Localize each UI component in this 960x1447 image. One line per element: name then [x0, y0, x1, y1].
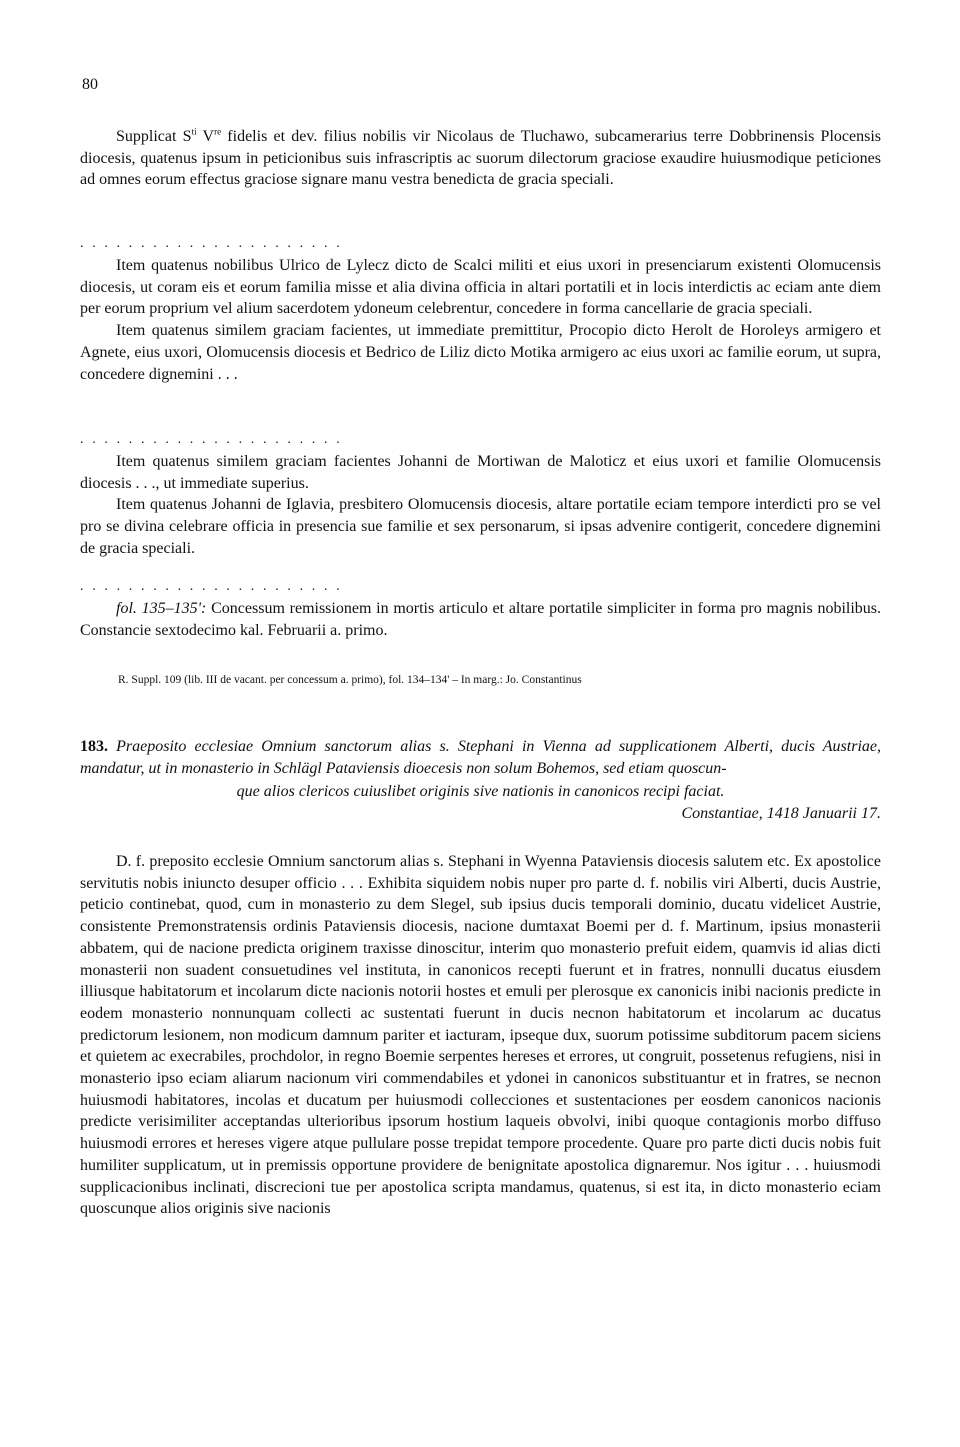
- items-group-2: [80, 451, 881, 560]
- folio-note: [80, 598, 881, 641]
- folio-text: Concessum remissionem in mortis articulo et altare portatile simpliciter in forma pro magnis nobilibus. Constancie sextodecimo kal. Februarii a. primo.: [80, 600, 882, 639]
- ellipsis-line: . . . . . . . . . . . . . . . . . . . . . .: [80, 432, 343, 447]
- entry-heading: [80, 736, 881, 825]
- item-paragraph: Item quatenus similem graciam facientes, ut immediate premittitur, Procopio dicto Herolt de Horoleys armigero et Agnete, eius uxori, Olomucensis diocesis et Bedrico de Liliz dicto Motika armigero ac eius uxori ac familie eorum, ut supra, concedere dignemini . . .: [80, 322, 881, 383]
- supplication-mid: V: [196, 128, 215, 145]
- supplication-paragraph: [80, 126, 881, 191]
- entry-number: 183.: [80, 738, 108, 755]
- item-paragraph: Item quatenus nobilibus Ulrico de Lylecz dicto de Scalci militi et eius uxori in presenciarum existenti Olomucensis diocesis, ut coram eis et eorum familia misse et alia divina officia in altari portatili et in locis interdictis ac eciam ante diem per eorum proprium vel alium sacerdotem ydoneum celebrentur, concedere in forma cancellarie de gracia speciali.: [80, 257, 881, 318]
- entry-body-paragraph: D. f. preposito ecclesie Omnium sanctorum alias s. Stephani in Wyenna Pataviensis diocesis salutem etc. Ex apostolice servitutis nobis iniuncto desuper officio . . . Exhibita siquidem nobis nuper pro parte d. f. nobilis viri Alberti, ducis Austrie, peticio continebat, quod, cum in monasterio zu dem Slegel, sub ipsius ducis temporali dominio, ducatu videlicet Austrie, consistente Premonstratensis ordinis Pataviensis diocesis, nacione dumtaxat Boemi per d. f. Martinum, ipsius monasterii abbatem, qui de nacione predicta originem traxisse dinoscitur, interim quo monasterio prefuit eidem, quamvis id alias dicti monasterii non suadent consuetudines vel instituta, in canonicos recepti fuerunt et in fratres, nonnulli ducatus eiusdem illiusque habitatorum et incolarum dicte nacionis notorii hostes et emuli per plerosque ex canonicis inibi nacionis predicte in eodem monasterio nonnunquam collecti ac sustentati fuerunt in ducis necnon habitatorum et incolarum ac ducatus predictorum lesionem, non modicum damnum pariter et iacturam, ipseque dux, suorum potissime subditorum pacem siciens et quietem ac execrabiles, prochdolor, in regno Boemie serpentes hereses et errores, ut congruit, possetenus refugiens, nisi in monasterio ipso eciam aliarum nacionum viri commendabiles et ydonei in canonicos substituantur et in fratres, se necnon huiusmodi habitatores, incolas et ducatum per huiusmodi collecciones et sustentaciones per eosdem canonicos nacionis predicte verisimiliter acceptandas ulterioribus ipsorum hostium laqueis obvolvi, inibi quoque contagionis morbo diffuso huiusmodi errores et hereses vigere atque pullulare posse trepidat tempore procedente. Quare pro parte dicti ducis nobis fuit humiliter supplicatum, ut in premissis opportune providere de benignitate apostolica dignaremur. Nos igitur . . . huiusmodi supplicacionibus inclinati, discrecioni tue per apostolica scripta mandamus, quatenus, si est ita, in dicto monasterio eciam quoscunque alios originis sive nacionis: [80, 853, 881, 1218]
- source-footnote: R. Suppl. 109 (lib. III de vacant. per concessum a. primo), fol. 134–134' – In marg.: Jo. Constantinus: [118, 674, 582, 686]
- entry-place-date: Constantiae, 1418 Januarii 17.: [681, 804, 881, 822]
- ellipsis-line: . . . . . . . . . . . . . . . . . . . . . .: [80, 236, 343, 251]
- superscript-re: re: [214, 126, 222, 137]
- folio-paragraph: [80, 598, 881, 641]
- entry-heading-last: que alios clericos cuiuslibet originis sive nationis in canonicos recipi faciat.: [236, 782, 725, 800]
- item-paragraph: Item quatenus similem graciam facientes Johanni de Mortiwan de Maloticz et eius uxori et familie Olomucensis diocesis . . ., ut immediate superius.: [80, 453, 881, 492]
- items-group-1: [80, 255, 881, 385]
- item-paragraph: Item quatenus Johanni de Iglavia, presbitero Olomucensis diocesis, altare portatile eciam tempore interdicti pro se vel pro se divina celebrare officia in presencia sue familie et sex personarum, si ipsas advenire contigerit, concedere dignemini de gracia speciali.: [80, 496, 881, 557]
- supplication-lead: Supplicat S: [116, 128, 192, 145]
- superscript-ti: ti: [191, 126, 197, 137]
- page-number: 80: [82, 76, 98, 93]
- ellipsis-line: . . . . . . . . . . . . . . . . . . . . . .: [80, 579, 343, 594]
- supplication-rest: fidelis et dev. filius nobilis vir Nicolaus de Tluchawo, subcamerarius terre Dobbrinensis Plocensis diocesis, quatenus ipsum in peticionibus suis infrascriptis ac suorum dilectorum graciose exaudire huiusmodique peticiones ad omnes eorum effectus graciose signare manu vestra benedicta de gracia speciali.: [80, 128, 881, 189]
- entry-heading-text: Praeposito ecclesiae Omnium sanctorum alias s. Stephani in Vienna ad supplicationem Alberti, ducis Austriae, mandatur, ut in monasterio in Schlägl Pataviensis dioecesis non solum Bohemos, sed etiam quoscun-: [80, 738, 881, 778]
- entry-heading-main: [80, 736, 881, 781]
- entry-body: [80, 851, 881, 1220]
- supplication-intro: [80, 126, 881, 191]
- folio-reference: fol. 135–135':: [116, 600, 207, 617]
